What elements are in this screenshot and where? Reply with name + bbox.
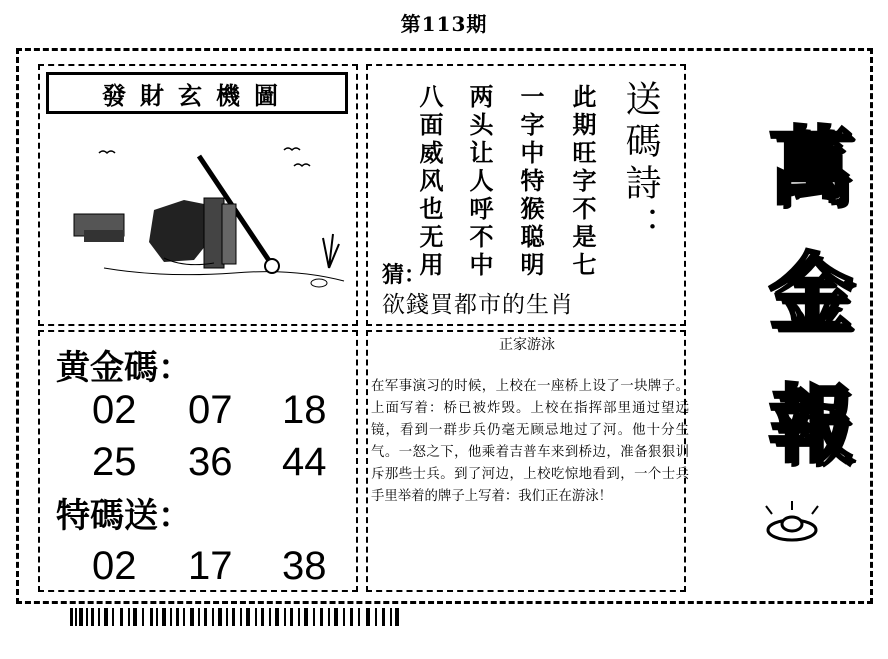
riddle-text: 欲錢買都市的生肖 bbox=[382, 292, 574, 318]
banner-title: 發財玄機圖 bbox=[46, 72, 348, 114]
barcode bbox=[70, 608, 400, 626]
brand-char-1: 萬 bbox=[768, 117, 853, 216]
gold-code-label: 黄金碼： bbox=[56, 348, 192, 388]
special-number: 02 bbox=[92, 544, 137, 588]
cartoon-illustration bbox=[44, 118, 350, 318]
brand-char-3: 報 bbox=[768, 375, 853, 474]
poem-title: 送碼詩： bbox=[620, 80, 661, 248]
gold-number: 25 bbox=[92, 440, 137, 484]
story-title: 正家游泳 bbox=[499, 337, 555, 353]
gold-number: 02 bbox=[92, 388, 137, 432]
gold-number: 44 bbox=[282, 440, 327, 484]
issue-number: 第113期 bbox=[400, 12, 488, 36]
poem-line-2: 一字中特猴聪明 bbox=[516, 84, 544, 280]
special-number: 17 bbox=[188, 544, 233, 588]
poem-line-1: 此期旺字不是七 bbox=[568, 84, 596, 280]
gold-number: 36 bbox=[188, 440, 233, 484]
gold-number: 07 bbox=[188, 388, 233, 432]
special-number: 38 bbox=[282, 544, 327, 588]
gold-number: 18 bbox=[282, 388, 327, 432]
brand-char-2: 金 bbox=[768, 243, 853, 342]
guess-label: 猜： bbox=[382, 263, 427, 288]
story-body: 在军事演习的时候，上校在一座桥上设了一块牌子。上面写着：桥已被炸毁。上校在指挥部里通过望远镜，看到一群步兵仍毫无顾忌地过了河。他十分生气。一怒之下，他乘着吉普车来到桥边，准备狠狠训斥那些士兵。到了河边，上校吃惊地看到，一个士兵手里举着的牌子上写着：我们正在游泳！ bbox=[371, 379, 689, 504]
ingot-icon bbox=[762, 500, 822, 544]
poem-line-4: 八面威风也无用 bbox=[415, 84, 443, 280]
special-code-label: 特碼送： bbox=[56, 496, 192, 536]
poem-line-3: 两头让人呼不中 bbox=[465, 84, 493, 280]
